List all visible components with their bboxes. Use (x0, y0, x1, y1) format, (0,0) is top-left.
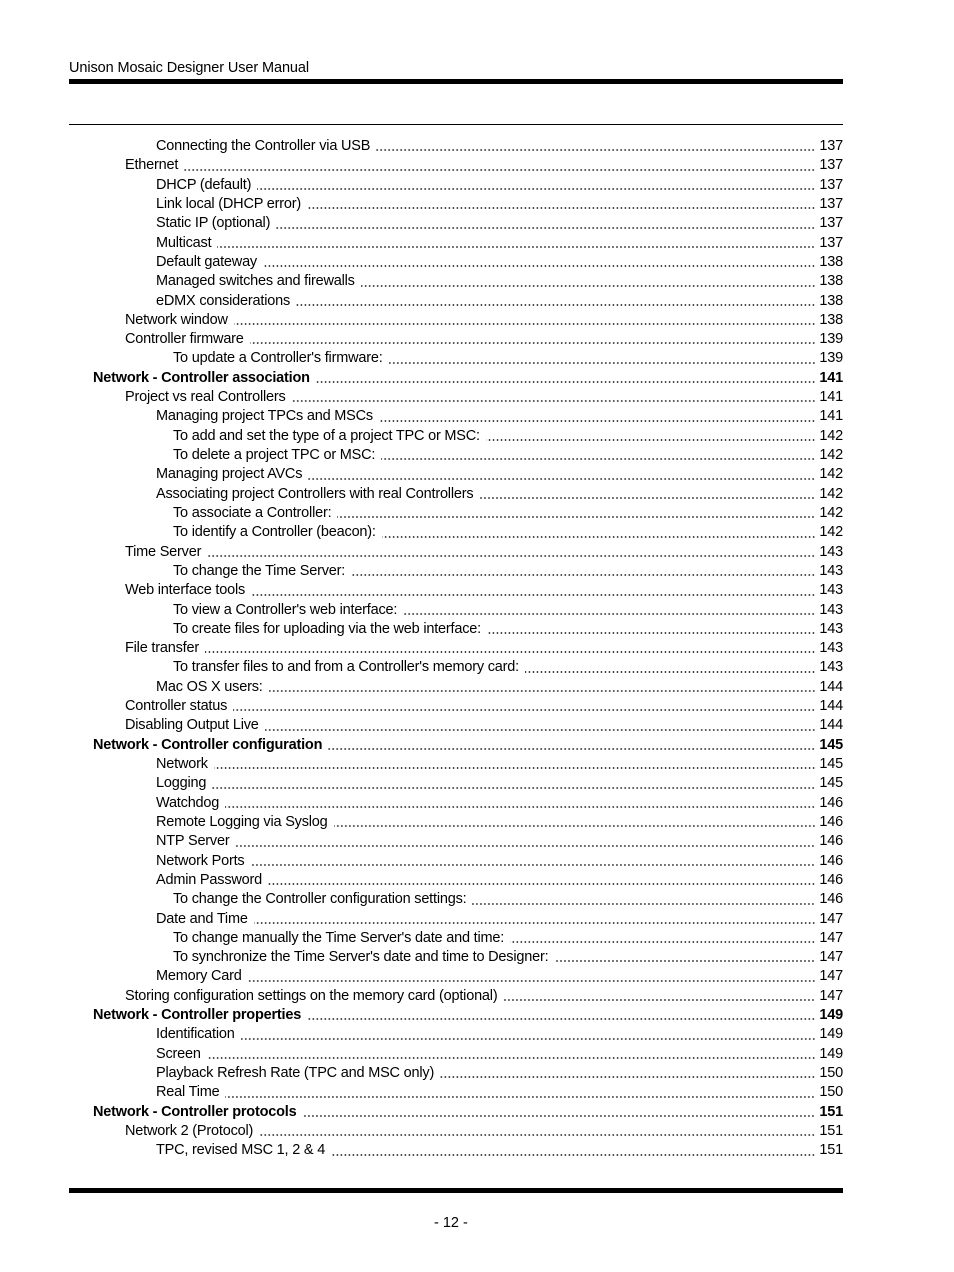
toc-entry-page: 137 (819, 176, 843, 193)
toc-entry-label: Project vs real Controllers (125, 389, 286, 406)
toc-entry[interactable] (69, 929, 843, 948)
toc-entry-page: 151 (819, 1142, 843, 1159)
toc-entry[interactable] (69, 272, 843, 291)
toc-entry[interactable] (69, 543, 843, 562)
toc-entry-label: DHCP (default) (156, 176, 252, 193)
toc-leader-dots (296, 303, 815, 307)
toc-entry-label: NTP Server (156, 833, 230, 850)
toc-entry-page: 141 (819, 408, 843, 425)
page-number (0, 1215, 908, 1231)
toc-entry-label: File transfer (125, 640, 199, 657)
toc-entry-label: To change manually the Time Server's date and time: (173, 929, 505, 946)
toc-entry[interactable] (69, 1141, 843, 1160)
toc-entry-page: 143 (819, 562, 843, 579)
toc-entry-label: Managing project TPCs and MSCs (156, 408, 373, 425)
toc-entry-page: 146 (819, 871, 843, 888)
footer-rule (69, 1188, 843, 1193)
toc-leader-dots (184, 168, 815, 172)
toc-entry-page: 139 (819, 350, 843, 367)
toc-entry[interactable] (69, 562, 843, 581)
toc-leader-dots (334, 824, 816, 828)
toc-entry-label: Controller firmware (125, 331, 244, 348)
toc-entry[interactable] (69, 407, 843, 426)
toc-entry-label: To change the Controller configuration settings: (173, 891, 467, 908)
toc-leader-dots (307, 1017, 815, 1021)
toc-leader-dots (251, 593, 815, 597)
toc-entry[interactable] (69, 1122, 843, 1141)
toc-entry-page: 143 (819, 659, 843, 676)
toc-leader-dots (292, 399, 816, 403)
toc-leader-dots (510, 940, 815, 944)
toc-entry-label: To update a Controller's firmware: (173, 350, 383, 367)
toc-entry-page: 146 (819, 813, 843, 830)
toc-leader-dots (250, 863, 815, 867)
toc-leader-dots (382, 535, 816, 539)
toc-leader-dots (381, 457, 815, 461)
toc-leader-dots (389, 361, 816, 365)
toc-entry[interactable] (69, 485, 843, 504)
toc-entry-page: 139 (819, 331, 843, 348)
toc-leader-dots (250, 341, 816, 345)
toc-leader-dots (235, 844, 815, 848)
toc-entry[interactable] (69, 871, 843, 890)
toc-leader-dots (307, 206, 815, 210)
toc-entry[interactable] (69, 852, 843, 871)
toc-entry[interactable] (69, 427, 843, 446)
toc-entry-label: To view a Controller's web interface: (173, 601, 398, 618)
toc-entry[interactable] (69, 349, 843, 368)
toc-entry-page: 142 (819, 466, 843, 483)
toc-entry[interactable] (69, 292, 843, 311)
toc-entry[interactable] (69, 639, 843, 658)
toc-entry-page: 138 (819, 273, 843, 290)
toc-entry-label: Default gateway (156, 253, 257, 270)
toc-entry-page: 144 (819, 678, 843, 695)
toc-entry-label: Watchdog (156, 794, 220, 811)
toc-entry-label: eDMX considerations (156, 292, 291, 309)
toc-entry-page: 146 (819, 891, 843, 908)
toc-entry-label: Multicast (156, 234, 212, 251)
toc-entry-page: 145 (819, 736, 843, 753)
toc-entry-page: 142 (819, 427, 843, 444)
toc-entry-label: Web interface tools (125, 582, 246, 599)
toc-entry[interactable] (69, 195, 843, 214)
toc-leader-dots (212, 786, 815, 790)
toc-leader-dots (361, 284, 816, 288)
toc-entry[interactable] (69, 658, 843, 677)
toc-leader-dots (328, 747, 815, 751)
toc-entry[interactable] (69, 1045, 843, 1064)
toc-entry[interactable] (69, 794, 843, 813)
toc-entry-label: To associate a Controller: (173, 504, 332, 521)
toc-entry-label: Network - Controller properties (93, 1007, 302, 1024)
toc-leader-dots (331, 1153, 815, 1157)
toc-leader-dots (233, 708, 815, 712)
toc-entry-page: 143 (819, 582, 843, 599)
toc-entry-page: 151 (819, 1122, 843, 1139)
toc-entry-label: To add and set the type of a project TPC or MSC: (173, 427, 480, 444)
toc-entry-page: 138 (819, 253, 843, 270)
toc-entry[interactable] (69, 948, 843, 967)
toc-entry[interactable] (69, 311, 843, 330)
toc-entry-label: Connecting the Controller via USB (156, 138, 371, 154)
toc-entry[interactable] (69, 214, 843, 233)
toc-leader-dots (214, 766, 816, 770)
toc-entry-label: To identify a Controller (beacon): (173, 524, 376, 541)
page-number-text: - 12 - (434, 1215, 468, 1231)
toc-entry-page: 146 (819, 852, 843, 869)
toc-entry-page: 138 (819, 292, 843, 309)
toc-leader-dots (302, 1114, 815, 1118)
toc-entry-label: Network (156, 756, 208, 772)
toc-entry-label: Playback Refresh Rate (TPC and MSC only) (156, 1065, 435, 1081)
toc-leader-dots (472, 902, 815, 906)
toc-entry[interactable] (69, 446, 843, 465)
toc-leader-dots (263, 264, 815, 268)
toc-entry-label: Link local (DHCP error) (156, 195, 302, 212)
toc-entry-label: Logging (156, 775, 207, 792)
toc-entry-page: 143 (819, 601, 843, 618)
toc-entry-page: 146 (819, 833, 843, 850)
toc-entry[interactable] (69, 388, 843, 407)
toc-entry[interactable] (69, 678, 843, 697)
toc-entry[interactable] (69, 176, 843, 195)
toc-entry[interactable] (69, 716, 843, 735)
toc-entry-label: Network window (125, 311, 228, 328)
toc-entry-label: Static IP (optional) (156, 215, 271, 232)
header-subrule (69, 124, 843, 125)
toc-leader-dots (503, 998, 815, 1002)
toc-leader-dots (265, 728, 816, 732)
toc-entry[interactable] (69, 234, 843, 253)
toc-entry-label: Memory Card (156, 968, 242, 985)
toc-entry-label: To synchronize the Time Server's date and time to Designer: (173, 949, 549, 966)
toc-entry-page: 143 (819, 620, 843, 637)
toc-entry-label: Associating project Controllers with real Controllers (156, 485, 474, 502)
toc-leader-dots (337, 515, 815, 519)
toc-leader-dots (440, 1075, 815, 1079)
toc-entry-page: 141 (819, 369, 843, 386)
table-of-contents (69, 137, 843, 1161)
toc-leader-dots (268, 882, 815, 886)
toc-entry-label: Managing project AVCs (156, 466, 303, 483)
toc-leader-dots (225, 1095, 815, 1099)
toc-entry-page: 142 (819, 447, 843, 463)
toc-entry-page: 142 (819, 504, 843, 521)
toc-entry-label: To delete a project TPC or MSC: (173, 447, 376, 463)
toc-leader-dots (379, 419, 815, 423)
toc-entry[interactable] (69, 774, 843, 793)
toc-leader-dots (403, 612, 815, 616)
toc-entry[interactable] (69, 967, 843, 986)
toc-leader-dots (241, 1037, 816, 1041)
toc-entry-page: 147 (819, 987, 843, 1004)
toc-leader-dots (316, 380, 816, 384)
toc-entry-page: 144 (819, 698, 843, 715)
toc-entry[interactable] (69, 736, 843, 755)
toc-entry-label: Ethernet (125, 157, 179, 174)
toc-entry-page: 137 (819, 138, 843, 154)
toc-entry-label: To change the Time Server: (173, 562, 346, 579)
toc-entry-label: Network Ports (156, 852, 245, 869)
toc-leader-dots (205, 650, 815, 654)
toc-leader-dots (257, 187, 815, 191)
toc-entry-page: 150 (819, 1084, 843, 1101)
toc-entry-page: 141 (819, 389, 843, 406)
toc-leader-dots (525, 670, 815, 674)
toc-entry[interactable] (69, 601, 843, 620)
toc-entry[interactable] (69, 697, 843, 716)
toc-leader-dots (225, 805, 815, 809)
toc-entry-label: Storing configuration settings on the memory card (optional) (125, 987, 498, 1004)
toc-entry-label: Controller status (125, 698, 228, 715)
toc-entry-page: 137 (819, 157, 843, 174)
toc-leader-dots (254, 921, 816, 925)
toc-entry[interactable] (69, 1006, 843, 1025)
toc-entry-page: 138 (819, 311, 843, 328)
toc-entry-page: 144 (819, 717, 843, 734)
toc-entry[interactable] (69, 253, 843, 272)
toc-leader-dots (554, 959, 815, 963)
toc-entry-page: 147 (819, 910, 843, 927)
toc-entry[interactable] (69, 1025, 843, 1044)
toc-entry-label: Screen (156, 1045, 201, 1062)
toc-leader-dots (207, 554, 815, 558)
toc-entry[interactable] (69, 369, 843, 388)
toc-entry-label: Network - Controller protocols (93, 1103, 297, 1120)
page-header-title: Unison Mosaic Designer User Manual (69, 60, 309, 76)
toc-entry-page: 137 (819, 215, 843, 232)
toc-entry-page: 137 (819, 195, 843, 212)
toc-entry-label: To transfer files to and from a Controller's memory card: (173, 659, 519, 676)
toc-entry-page: 150 (819, 1065, 843, 1081)
toc-entry[interactable] (69, 620, 843, 639)
toc-entry[interactable] (69, 330, 843, 349)
toc-leader-dots (479, 496, 815, 500)
toc-leader-dots (276, 226, 815, 230)
toc-entry[interactable] (69, 1083, 843, 1102)
toc-entry-page: 147 (819, 949, 843, 966)
toc-entry-label: Admin Password (156, 871, 262, 888)
toc-leader-dots (248, 979, 816, 983)
toc-entry-label: Mac OS X users: (156, 678, 263, 695)
toc-entry[interactable] (69, 987, 843, 1006)
toc-entry-page: 151 (819, 1103, 843, 1120)
toc-entry-label: Time Server (125, 543, 202, 560)
toc-entry[interactable] (69, 890, 843, 909)
toc-leader-dots (351, 573, 815, 577)
toc-entry-page: 147 (819, 968, 843, 985)
toc-entry-page: 142 (819, 485, 843, 502)
toc-leader-dots (234, 322, 816, 326)
toc-entry[interactable] (69, 755, 843, 774)
toc-entry-page: 147 (819, 929, 843, 946)
toc-entry-page: 143 (819, 543, 843, 560)
toc-leader-dots (486, 438, 816, 442)
toc-entry[interactable] (69, 156, 843, 175)
toc-leader-dots (376, 148, 815, 152)
toc-entry-label: Date and Time (156, 910, 248, 927)
toc-entry[interactable] (69, 465, 843, 484)
toc-leader-dots (259, 1133, 815, 1137)
toc-entry[interactable] (69, 137, 843, 156)
toc-leader-dots (217, 245, 815, 249)
toc-entry-page: 149 (819, 1045, 843, 1062)
toc-entry[interactable] (69, 1103, 843, 1122)
toc-entry-page: 149 (819, 1007, 843, 1024)
toc-entry-label: Network - Controller configuration (93, 736, 323, 753)
toc-entry-label: TPC, revised MSC 1, 2 & 4 (156, 1142, 326, 1159)
toc-entry[interactable] (69, 581, 843, 600)
toc-leader-dots (308, 477, 815, 481)
toc-entry-page: 146 (819, 794, 843, 811)
toc-entry-page: 145 (819, 775, 843, 792)
toc-entry-label: Network 2 (Protocol) (125, 1122, 254, 1139)
toc-entry-label: Remote Logging via Syslog (156, 813, 328, 830)
toc-leader-dots (207, 1056, 816, 1060)
header-rule (69, 79, 843, 84)
toc-entry[interactable] (69, 523, 843, 542)
toc-entry-page: 137 (819, 234, 843, 251)
toc-entry[interactable] (69, 1064, 843, 1083)
toc-entry-label: Network - Controller association (93, 369, 310, 386)
toc-entry[interactable] (69, 832, 843, 851)
toc-entry-label: Real Time (156, 1084, 220, 1101)
toc-entry-label: To create files for uploading via the web interface: (173, 620, 481, 637)
toc-leader-dots (269, 689, 816, 693)
toc-entry-page: 149 (819, 1026, 843, 1043)
toc-entry[interactable] (69, 813, 843, 832)
toc-entry-label: Identification (156, 1026, 235, 1043)
toc-entry-label: Managed switches and firewalls (156, 273, 355, 290)
toc-entry[interactable] (69, 910, 843, 929)
toc-entry-page: 145 (819, 756, 843, 772)
toc-leader-dots (487, 631, 815, 635)
toc-entry[interactable] (69, 504, 843, 523)
toc-entry-page: 143 (819, 640, 843, 657)
toc-entry-page: 142 (819, 524, 843, 541)
toc-entry-label: Disabling Output Live (125, 717, 259, 734)
